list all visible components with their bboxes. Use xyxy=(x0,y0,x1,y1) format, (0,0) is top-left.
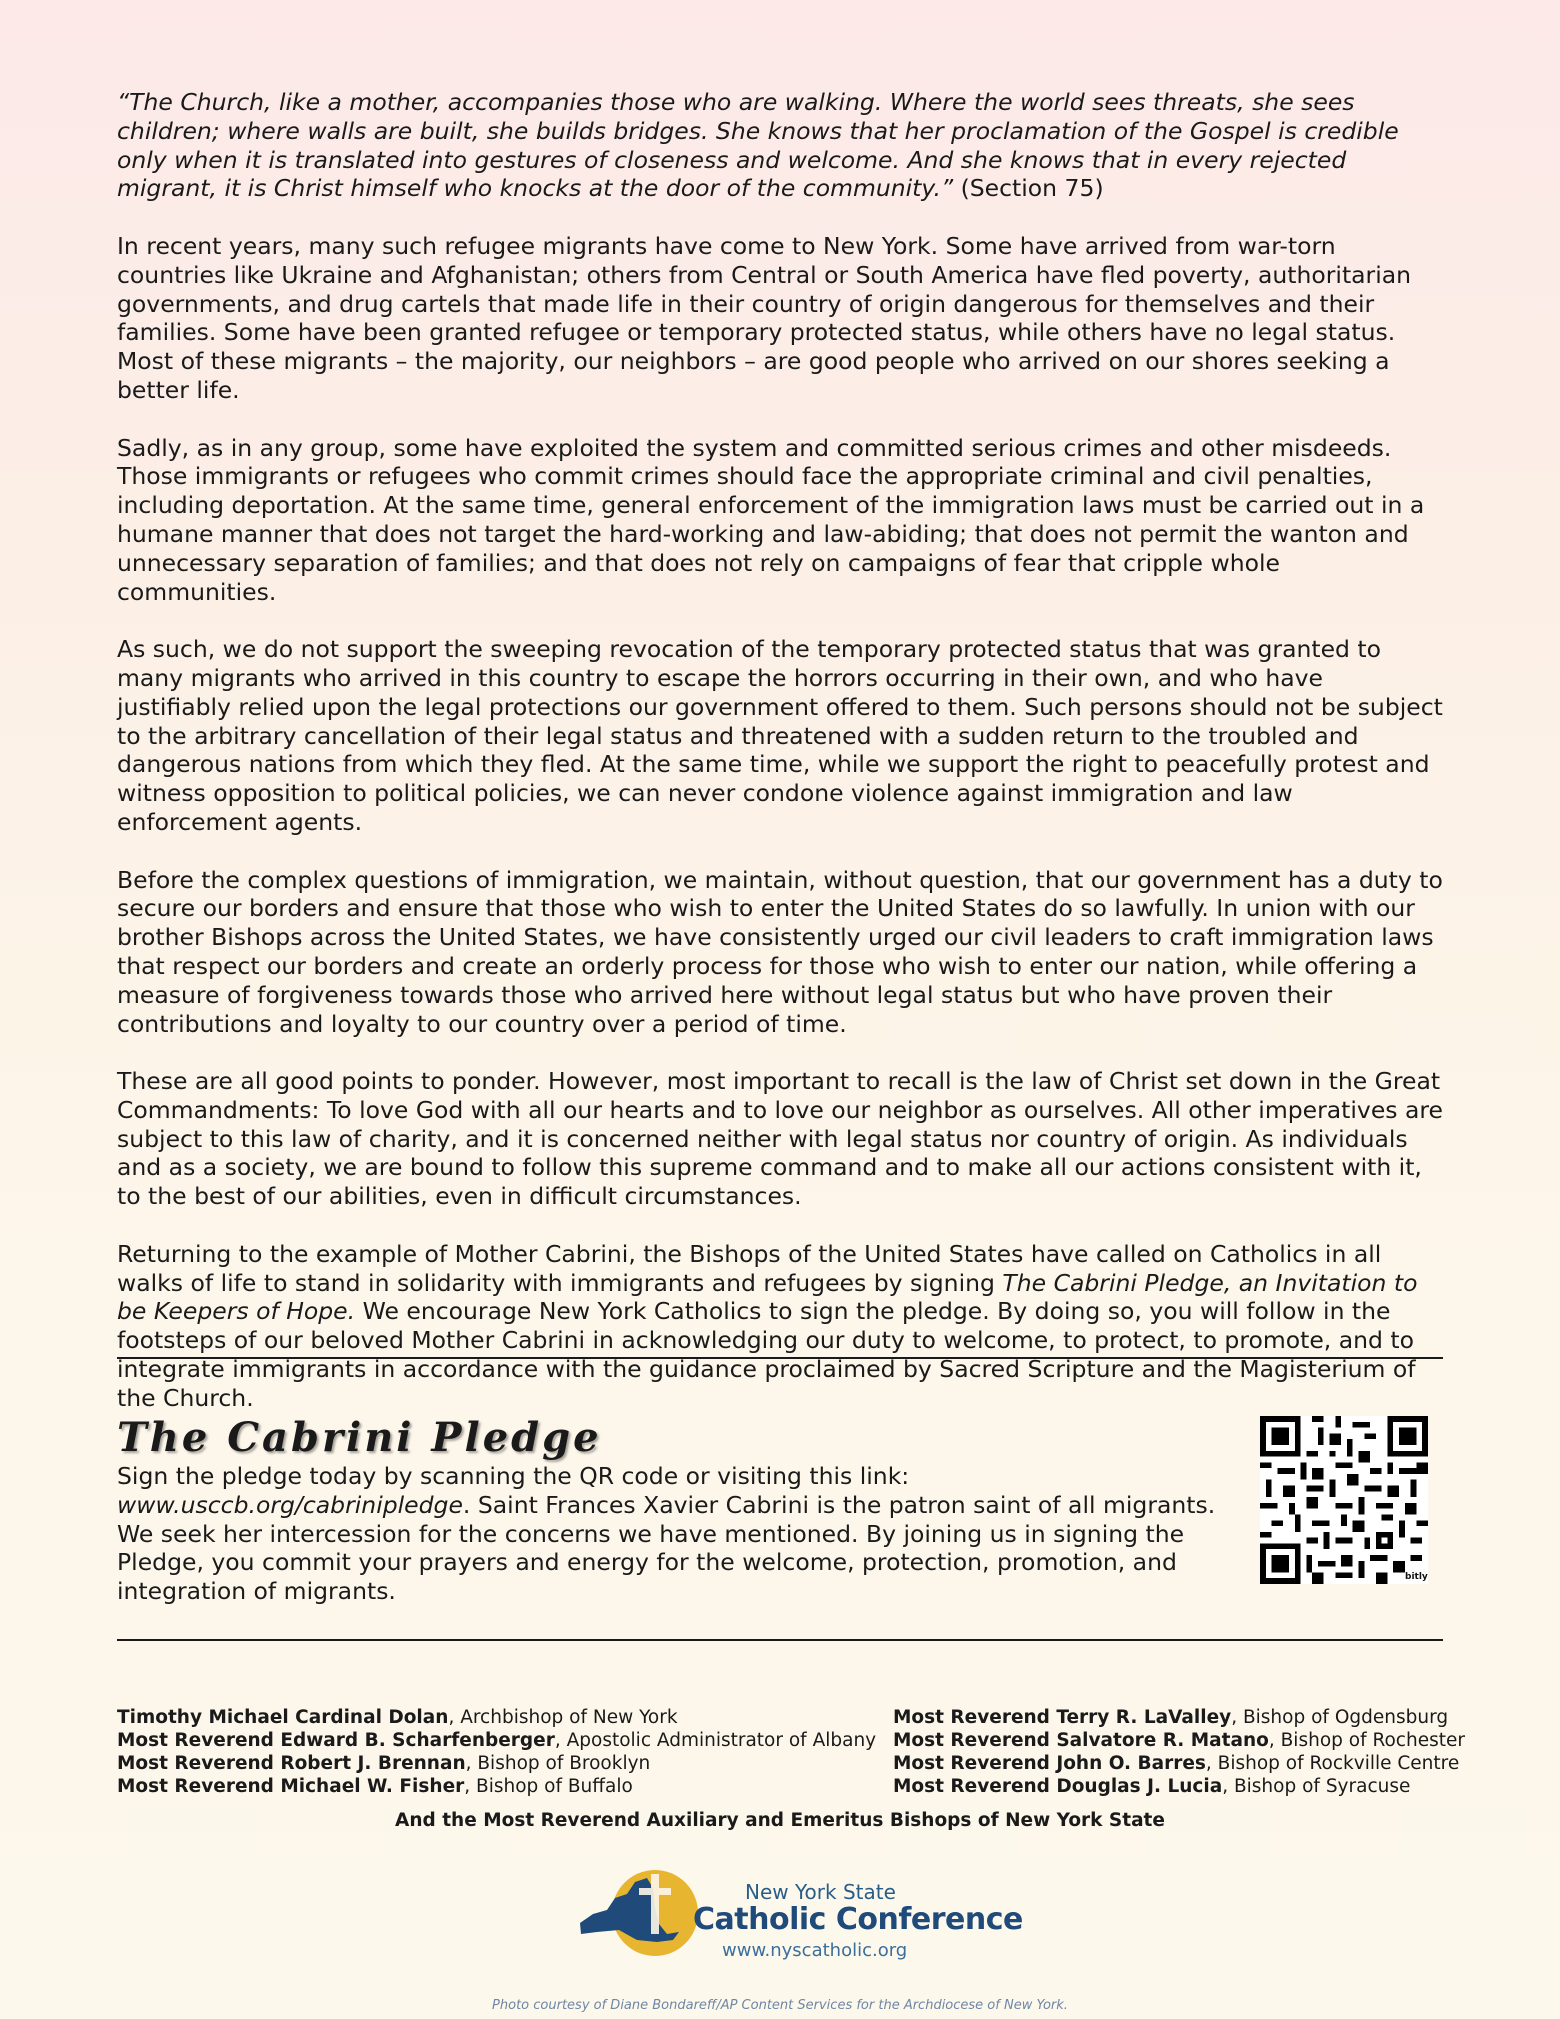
bishop-entry xyxy=(117,1775,876,1798)
paragraph-borders: Before the complex questions of immigration, we maintain, without question, that our government has a duty to secure our borders and ensure that those who wish to enter the United States do so lawfully. In union with our brother Bishops across the United States, we have consistently urged our civil leaders to craft immigration laws that respect our borders and create an orderly process for those who wish to enter our nation, while offering a measure of forgiveness towards those who arrived here without legal status but who have proven their contributions and loyalty to our country over a period of time. xyxy=(117,865,1443,1038)
paragraph-commandments: These are all good points to ponder. However, most important to recall is the law of Christ set down in the Great Commandments: To love God with all our hearts and to love our neighbor as ourselves. All other imperatives are subject to this law of charity, and it is concerned neither with legal status nor country of origin. As individuals and as a society, we are bound to follow this supreme command and to make all our actions consistent with it, to the best of our abilities, even in difficult circumstances. xyxy=(117,1067,1443,1211)
bishop-entry xyxy=(117,1706,876,1729)
bishop-name: Most Reverend Terry R. LaValley xyxy=(893,1707,1232,1728)
pledge-heading: The Cabrini Pledge xyxy=(117,1414,602,1461)
bishop-title: , Apostolic Administrator of Albany xyxy=(554,1730,877,1751)
bishops-right-column xyxy=(893,1706,1465,1798)
paragraph-refugees: In recent years, many such refugee migrants have come to New York. Some have arrived from war-torn countries like Ukraine and Afghanistan; others from Central or South America have fled poverty, authoritarian governments, and drug cartels that made life in their country of origin dangerous for themselves and their families. Some have been granted refugee or temporary protected status, while others have no legal status. Most of these migrants – the majority, our neighbors – are good people who arrived on our shores seeking a better life. xyxy=(117,231,1412,404)
photo-credit: Photo courtesy of Diane Bondareff/AP Content Services for the Archdiocese of New York. xyxy=(492,1998,1068,2013)
cabrini-text-b: We encourage New York Catholics to sign the pledge. By doing so, you will follow in the footsteps of our beloved Mother Cabrini in acknowledging our duty to welcome, to protect, to promote, and to integrate immigrants in accordance with the guidance proclaimed by Sacred Scripture and the Magisterium of the Church. xyxy=(117,1297,1416,1412)
qr-code[interactable] xyxy=(1260,1416,1428,1584)
bishop-name: Most Reverend Salvatore R. Matano xyxy=(893,1730,1269,1751)
divider-bottom xyxy=(117,1639,1443,1641)
bishop-name: Most Reverend Douglas J. Lucia xyxy=(893,1776,1223,1797)
bishop-entry xyxy=(893,1706,1465,1729)
paragraph-tps: As such, we do not support the sweeping revocation of the temporary protected status that was granted to many migrants who arrived in this country to escape the horrors occurring in their own, and who have justifiably relied upon the legal protections our government offered to them. Such persons should not be subject to the arbitrary cancellation of their legal status and threatened with a sudden return to the troubled and dangerous nations from which they fled. At the same time, while we support the right to peacefully protest and witness opposition to political policies, we can never condone violence against immigration and law enforcement agents. xyxy=(117,635,1443,836)
bishop-entry xyxy=(893,1752,1465,1775)
bishop-title: , Bishop of Rockville Centre xyxy=(1205,1753,1460,1774)
bishop-entry xyxy=(893,1775,1465,1798)
org-name: Catholic Conference xyxy=(693,1902,1023,1937)
bishops-left-column xyxy=(117,1706,876,1798)
bishop-title: , Bishop of Brooklyn xyxy=(465,1753,651,1774)
bishop-entry xyxy=(117,1729,876,1752)
bishop-title: , Archbishop of New York xyxy=(448,1707,678,1728)
bishop-title: , Bishop of Ogdensburg xyxy=(1231,1707,1449,1728)
pledge-text-b: . Saint Frances Xavier Cabrini is the patron saint of all migrants. We seek her intercession for the concerns we have mentioned. By joining us in signing the Pledge, you commit your prayers and energy for the welcome, protection, promotion, and integration of migrants. xyxy=(117,1490,1216,1606)
bishop-entry xyxy=(893,1729,1465,1752)
pope-quote: “The Church, like a mother, accompanies those who are walking. Where the world sees threats, she sees children; where walls are built, she builds bridges. She knows that her proclamation of the Gospel is credible only when it is translated into gestures of closeness and welcome. And she knows that in every rejected migrant, it is Christ himself who knocks at the door of the community.” xyxy=(117,88,1399,203)
paragraph-crimes: Sadly, as in any group, some have exploited the system and committed serious crimes and other misdeeds. Those immigrants or refugees who commit crimes should face the appropriate criminal and civil penalties, including deportation. At the same time, general enforcement of the immigration laws must be carried out in a humane manner that does not target the hard-working and law-abiding; that does not permit the wanton and unnecessary separation of families; and that does not rely on campaigns of fear that cripple whole communities. xyxy=(117,433,1425,606)
org-top-line: New York State xyxy=(745,1880,896,1904)
letter-body xyxy=(117,88,1443,1441)
pledge-description xyxy=(117,1462,1217,1606)
pledge-title-inline: The Cabrini Pledge, an Invitation to be Keepers of Hope. xyxy=(117,1268,1418,1326)
pledge-link[interactable]: www.usccb.org/cabrinipledge xyxy=(117,1490,463,1519)
bishop-title: , Bishop of Rochester xyxy=(1268,1730,1465,1751)
bishop-title: , Bishop of Buffalo xyxy=(464,1776,633,1797)
cabrini-text-a: Returning to the example of Mother Cabrini, the Bishops of the United States have called on Catholics in all walks of life to stand in solidarity with immigrants and refugees by signing xyxy=(117,1239,1382,1297)
bishop-name: Most Reverend John O. Barres xyxy=(893,1753,1206,1774)
quote-reference: (Section 75) xyxy=(953,174,1104,203)
pope-quote-paragraph xyxy=(117,88,1443,203)
pledge-text-a: Sign the pledge today by scanning the QR code or visiting this link: xyxy=(117,1462,910,1490)
bishop-title: , Bishop of Syracuse xyxy=(1222,1776,1411,1797)
bishop-name: Most Reverend Michael W. Fisher xyxy=(117,1776,465,1797)
paragraph-cabrini xyxy=(117,1240,1443,1413)
divider-top xyxy=(117,1357,1443,1359)
auxiliary-bishops-line: And the Most Reverend Auxiliary and Emeritus Bishops of New York State xyxy=(395,1810,1165,1831)
bishop-name: Timothy Michael Cardinal Dolan xyxy=(117,1707,449,1728)
bishop-name: Most Reverend Robert J. Brennan xyxy=(117,1753,466,1774)
bishop-name: Most Reverend Edward B. Scharfenberger xyxy=(117,1730,555,1751)
bishop-entry xyxy=(117,1752,876,1775)
qr-label: bitly xyxy=(1405,1572,1428,1582)
org-url[interactable]: www.nyscatholic.org xyxy=(722,1940,908,1961)
